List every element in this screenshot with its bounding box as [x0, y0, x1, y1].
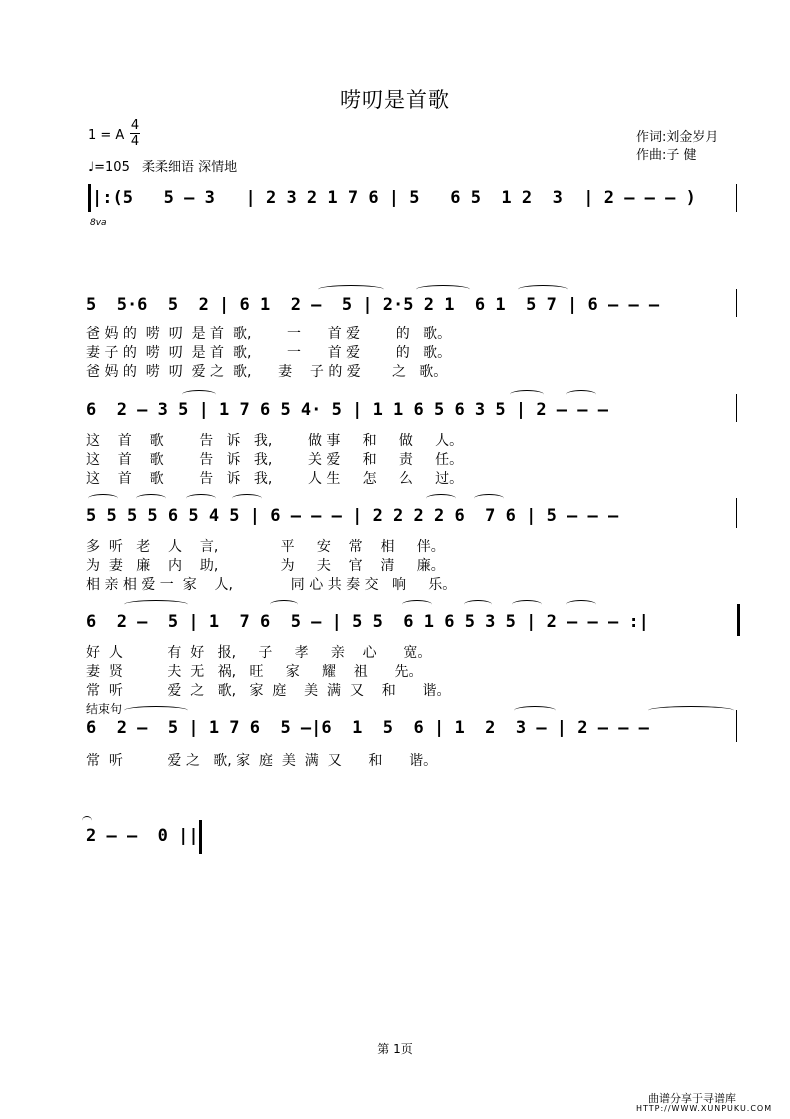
slur: [518, 285, 568, 294]
notation-line: 6 2 – 3 5 | 1 7 6 5 4· 5 | 1 1 6 5 6 3 5 | 2 – – –: [86, 400, 608, 420]
lyric-verse-2: 妻 子 的 唠 叨 是 首 歌, 一 首 爱 的 歌。: [86, 345, 452, 361]
barline: [736, 394, 737, 422]
lyric-verse-2: 妻 贤 夫 无 祸, 旺 家 耀 祖 先。: [86, 664, 423, 680]
tempo-value: =105: [94, 160, 130, 175]
lyric-verse-1: 爸 妈 的 唠 叨 是 首 歌, 一 首 爱 的 歌。: [86, 326, 452, 342]
time-signature-top: 4: [130, 118, 140, 133]
quarter-note-icon: ♩: [88, 160, 95, 175]
barline: [736, 498, 737, 528]
slur: [136, 494, 166, 503]
slur: [186, 494, 216, 503]
composer-credit: 作曲:子 健: [636, 148, 697, 163]
score-row-1: [0, 285, 790, 385]
lyric-verse-1: 好 人 有 好 报, 子 孝 亲 心 宽。: [86, 645, 432, 661]
score-row-2: [0, 390, 790, 490]
slur: [648, 706, 734, 715]
slur: [512, 600, 542, 609]
repeat-end-barline: [737, 604, 740, 636]
time-signature-bottom: 4: [130, 134, 140, 149]
slur: [566, 600, 596, 609]
notation-line: 5 5 5 5 6 5 4 5 | 6 – – – | 2 2 2 2 6 7 6 | 5 – – –: [86, 506, 619, 526]
notation-line: 5 5·6 5 2 | 6 1 2 – 5 | 2·5 2 1 6 1 5 7 | 6 – – –: [86, 295, 660, 315]
footer-url[interactable]: HTTP://WWW.XUNPUKU.COM: [636, 1104, 773, 1113]
slur: [402, 600, 432, 609]
slur: [426, 494, 456, 503]
ottava-marking: 8va: [90, 218, 107, 228]
barline: [736, 289, 737, 317]
tempo-marking: [88, 156, 237, 175]
slur: [182, 390, 216, 399]
lyric-ending: 常 听 爱 之 歌, 家 庭 美 满 又 和 谐。: [86, 753, 438, 769]
score-row-intro: [0, 180, 790, 220]
score-row-final: [0, 816, 790, 856]
score-row-ending: [0, 706, 790, 776]
expression-text: 柔柔细语 深情地: [142, 160, 238, 175]
slur: [88, 494, 118, 503]
lyric-verse-3: 这 首 歌 告 诉 我, 人 生 怎 么 过。: [86, 471, 464, 487]
score-row-4: [0, 600, 790, 700]
slur: [464, 600, 492, 609]
slur: [82, 816, 92, 825]
slur: [514, 706, 556, 715]
barline: [736, 184, 737, 212]
notation-line: |:(5 5 – 3 | 2 3 2 1 7 6 | 5 6 5 1 2 3 | 2 – – – ): [92, 188, 696, 208]
lyric-verse-3: 爸 妈 的 唠 叨 爱 之 歌, 妻 子 的 爱 之 歌。: [86, 364, 448, 380]
lyricist-credit: 作词:刘金岁月: [636, 130, 719, 145]
slur: [232, 494, 262, 503]
slur: [270, 600, 298, 609]
notation-line: 2 – – 0 ||: [86, 826, 199, 846]
lyric-verse-2: 为 妻 廉 内 助, 为 夫 官 清 廉。: [86, 558, 445, 574]
barline: [736, 710, 737, 742]
ending-label: 结束句: [86, 702, 123, 716]
lyric-verse-1: 这 首 歌 告 诉 我, 做 事 和 做 人。: [86, 433, 464, 449]
score-row-3: [0, 494, 790, 594]
slur: [416, 285, 470, 294]
slur: [510, 390, 544, 399]
lyric-verse-3: 相 亲 相 爱 一 家 人, 同 心 共 奏 交 响 乐。: [86, 577, 457, 593]
footer-site-name: 曲谱分享于寻谱库: [648, 1092, 736, 1105]
slur: [124, 600, 188, 609]
slur: [474, 494, 504, 503]
lyric-verse-1: 多 听 老 人 言, 平 安 常 相 伴。: [86, 539, 445, 555]
notation-line: 6 2 – 5 | 1 7 6 5 –|6 1 5 6 | 1 2 3 – | 2 – – –: [86, 718, 649, 738]
slur: [124, 706, 188, 715]
final-barline: [199, 820, 202, 854]
score-title: 唠叨是首歌: [340, 88, 450, 112]
key-signature: 1 = A: [88, 128, 125, 143]
lyric-verse-3: 常 听 爱 之 歌, 家 庭 美 满 又 和 谐。: [86, 683, 451, 699]
page-number: 第 1页: [377, 1042, 413, 1056]
slur: [318, 285, 384, 294]
start-barline: [88, 184, 91, 212]
slur: [566, 390, 596, 399]
notation-line: 6 2 – 5 | 1 7 6 5 – | 5 5 6 1 6 5 3 5 | 2 – – – :|: [86, 612, 649, 632]
time-signature: [130, 118, 140, 149]
lyric-verse-2: 这 首 歌 告 诉 我, 关 爱 和 责 任。: [86, 452, 464, 468]
